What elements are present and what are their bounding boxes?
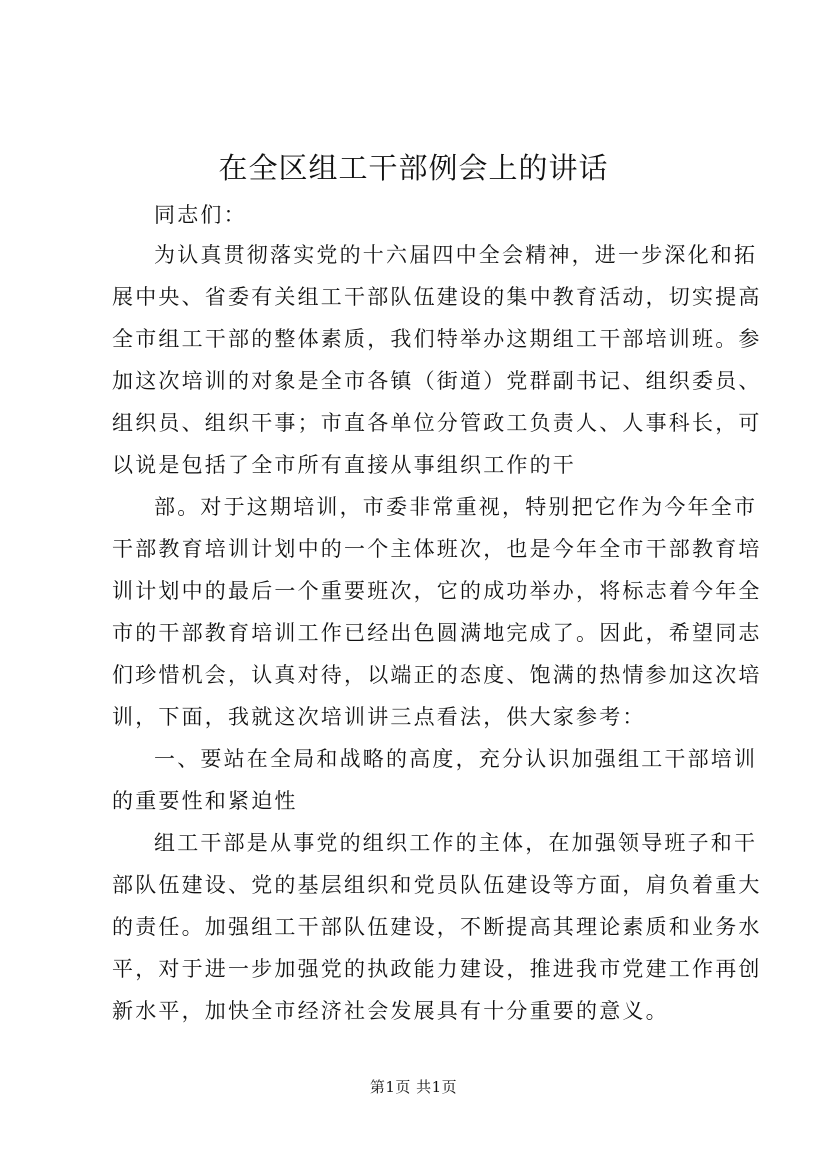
paragraph-line: 训计划中的最后一个重要班次，它的成功举办，将标志着今年全 xyxy=(112,579,762,603)
paragraph-line: 训，下面，我就这次培训讲三点看法，供大家参考： xyxy=(112,705,646,729)
page-number: 第1页 共1页 xyxy=(369,1078,458,1096)
paragraph-line: 为认真贯彻落实党的十六届四中全会精神，进一步深化和拓 xyxy=(154,243,758,267)
paragraph-line: 全市组工干部的整体素质，我们特举办这期组工干部培训班。参 xyxy=(112,327,762,351)
paragraph-line: 们珍惜机会，认真对待，以端正的态度、饱满的热情参加这次培 xyxy=(112,663,762,687)
paragraph-line: 干部教育培训计划中的一个主体班次，也是今年全市干部教育培 xyxy=(112,537,762,561)
paragraph-line: 组工干部是从事党的组织工作的主体，在加强领导班子和干 xyxy=(154,831,758,855)
paragraph-line: 的责任。加强组工干部队伍建设，不断提高其理论素质和业务水 xyxy=(112,915,762,939)
paragraph-line: 部。对于这期培训，市委非常重视，特别把它作为今年全市 xyxy=(154,495,758,519)
section-heading-line: 一、要站在全局和战略的高度，充分认识加强组工干部培训 xyxy=(154,747,758,771)
paragraph-line: 市的干部教育培训工作已经出色圆满地完成了。因此，希望同志 xyxy=(112,621,762,645)
page-title: 在全区组工干部例会上的讲话 xyxy=(218,151,609,185)
paragraph-line: 平，对于进一步加强党的执政能力建设，推进我市党建工作再创 xyxy=(112,957,762,981)
paragraph-line: 以说是包括了全市所有直接从事组织工作的干 xyxy=(112,453,576,477)
salutation: 同志们： xyxy=(154,203,247,227)
paragraph-line: 加这次培训的对象是全市各镇（街道）党群副书记、组织委员、 xyxy=(112,369,762,393)
paragraph-line: 新水平，加快全市经济社会发展具有十分重要的意义。 xyxy=(112,999,669,1023)
paragraph-line: 展中央、省委有关组工干部队伍建设的集中教育活动，切实提高 xyxy=(112,285,762,309)
section-heading-line: 的重要性和紧迫性 xyxy=(112,789,298,813)
paragraph-line: 组织员、组织干事；市直各单位分管政工负责人、人事科长，可 xyxy=(112,411,762,435)
paragraph-line: 部队伍建设、党的基层组织和党员队伍建设等方面，肩负着重大 xyxy=(112,873,762,897)
